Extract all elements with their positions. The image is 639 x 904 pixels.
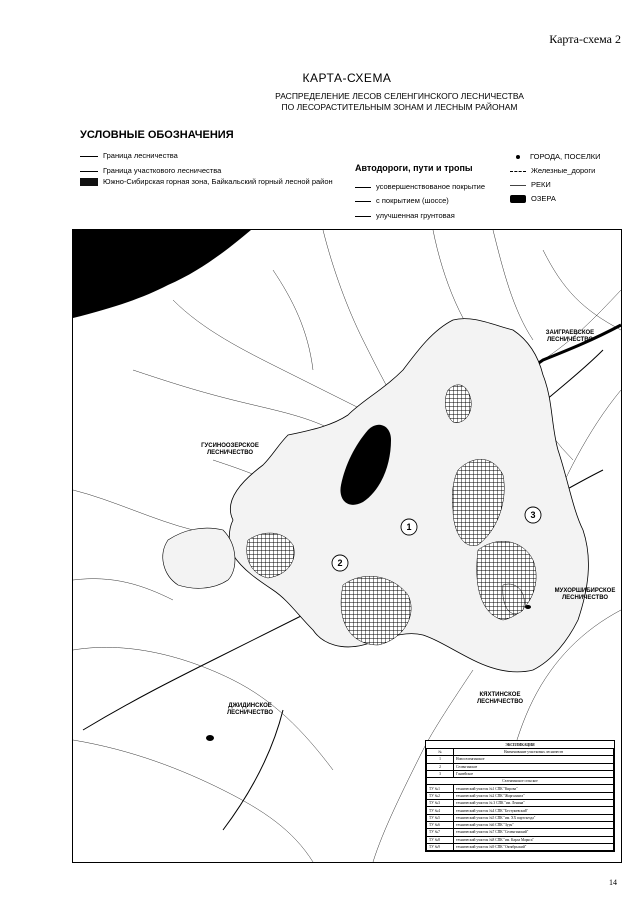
label-mukhorshibirskoe: МУХОРШИБИРСКОЕ ЛЕСНИЧЕСТВО — [554, 588, 616, 601]
table-row: ТУ №4 технический участок №4 СПК "Бестужевский" — [427, 807, 614, 814]
baikal-lake — [73, 230, 251, 318]
district-3-label: 3 — [530, 510, 536, 520]
table-row: ТУ №2 технический участок №2 СПК "Жаргаланта" — [427, 792, 614, 799]
road-improved-icon — [355, 187, 371, 188]
table-row: 1 Новоселенгинское — [427, 756, 614, 763]
line-thin-icon — [80, 171, 98, 172]
table-row: 2 Селенгинское — [427, 763, 614, 770]
zone-hatch-icon — [80, 178, 98, 186]
table-row: ТУ №3 технический участок № 3 СПК "им. Ленина" — [427, 800, 614, 807]
legend-zone: Южно-Сибирская горная зона, Байкальский горный лесной район — [80, 177, 333, 186]
label-zaigraevskoe: ЗАИГРАЕВСКОЕ ЛЕСНИЧЕСТВО — [545, 330, 595, 343]
town-dot-icon — [516, 155, 520, 159]
legend-title: УСЛОВНЫЕ ОБОЗНАЧЕНИЯ — [80, 129, 234, 141]
header-num: № — [427, 749, 454, 756]
table-row: ТУ №1 технический участок №1 СПК "Кирова" — [427, 785, 614, 792]
page-number: 14 — [609, 878, 617, 887]
map-subtitle-line2: ПО ЛЕСОРАСТИТЕЛЬНЫМ ЗОНАМ И ЛЕСНЫМ РАЙОНАМ — [281, 102, 518, 112]
label-dzhidinskoe: ДЖИДИНСКОЕ ЛЕСНИЧЕСТВО — [226, 703, 274, 716]
table-row: ТУ №6 технический участок №6 СПК "Зуун" — [427, 821, 614, 828]
railway-icon — [510, 171, 526, 172]
legend-rivers: РЕКИ — [510, 180, 551, 189]
small-lake — [206, 735, 214, 741]
legend-railways: Железные_дороги — [510, 166, 595, 175]
table-row: ТУ №8 технический участок №8 СПК "им. Карла Маркса" — [427, 836, 614, 843]
river-icon — [510, 185, 526, 186]
forestry-west — [163, 528, 235, 588]
page-label: Карта-схема 2 — [549, 32, 621, 46]
district-2-label: 2 — [337, 558, 343, 568]
table-header — [427, 749, 614, 756]
table-section: Селенгинское сельское — [427, 778, 614, 785]
label-kyakhtinskoe: КЯХТИНСКОЕ ЛЕСНИЧЕСТВО — [476, 692, 524, 705]
legend-forestry-border: Граница лесничества — [80, 151, 178, 160]
map-subtitle — [217, 91, 582, 113]
lake-icon — [510, 195, 526, 203]
map-subtitle-line1: РАСПРЕДЕЛЕНИЕ ЛЕСОВ СЕЛЕНГИНСКОГО ЛЕСНИЧЕСТВА — [275, 91, 524, 101]
legend-district-border: Граница участкового лесничества — [80, 166, 221, 175]
legend-lakes: ОЗЕРА — [510, 194, 556, 203]
legend-road-highway: с покрытием (шоссе) — [355, 196, 449, 205]
table-row: ТУ №9 технический участок №9 СПК "Октябрьский" — [427, 843, 614, 850]
label-gusinoozerskoe: ГУСИНООЗЕРСКОЕ ЛЕСНИЧЕСТВО — [201, 443, 259, 456]
table-row: 3 Ганзейское — [427, 770, 614, 777]
legend-towns: ГОРОДА, ПОСЕЛКИ — [510, 152, 601, 161]
line-solid-icon — [80, 156, 98, 157]
explication-table — [425, 740, 615, 852]
table-row: ТУ №5 технический участок №5 СПК "им. XX партсъезда" — [427, 814, 614, 821]
road-dirt-icon — [355, 216, 371, 217]
road-highway-icon — [355, 201, 371, 202]
header-name: Наименование участковых лесничеств — [454, 749, 614, 756]
map-title: КАРТА-СХЕМА — [302, 71, 392, 85]
legend-roads-title: Автодороги, пути и тропы — [355, 163, 473, 173]
explication-title: ЭКСПЛИКАЦИЯ — [505, 742, 535, 747]
map-header — [72, 63, 622, 230]
table-row: ТУ №7 технический участок №7 СПК "Селенгинский" — [427, 829, 614, 836]
legend-road-improved: усовершенствованое покрытие — [355, 182, 485, 191]
district-1-label: 1 — [406, 522, 412, 532]
small-lake — [525, 605, 531, 609]
legend-road-dirt: улучшенная грунтовая — [355, 211, 455, 220]
